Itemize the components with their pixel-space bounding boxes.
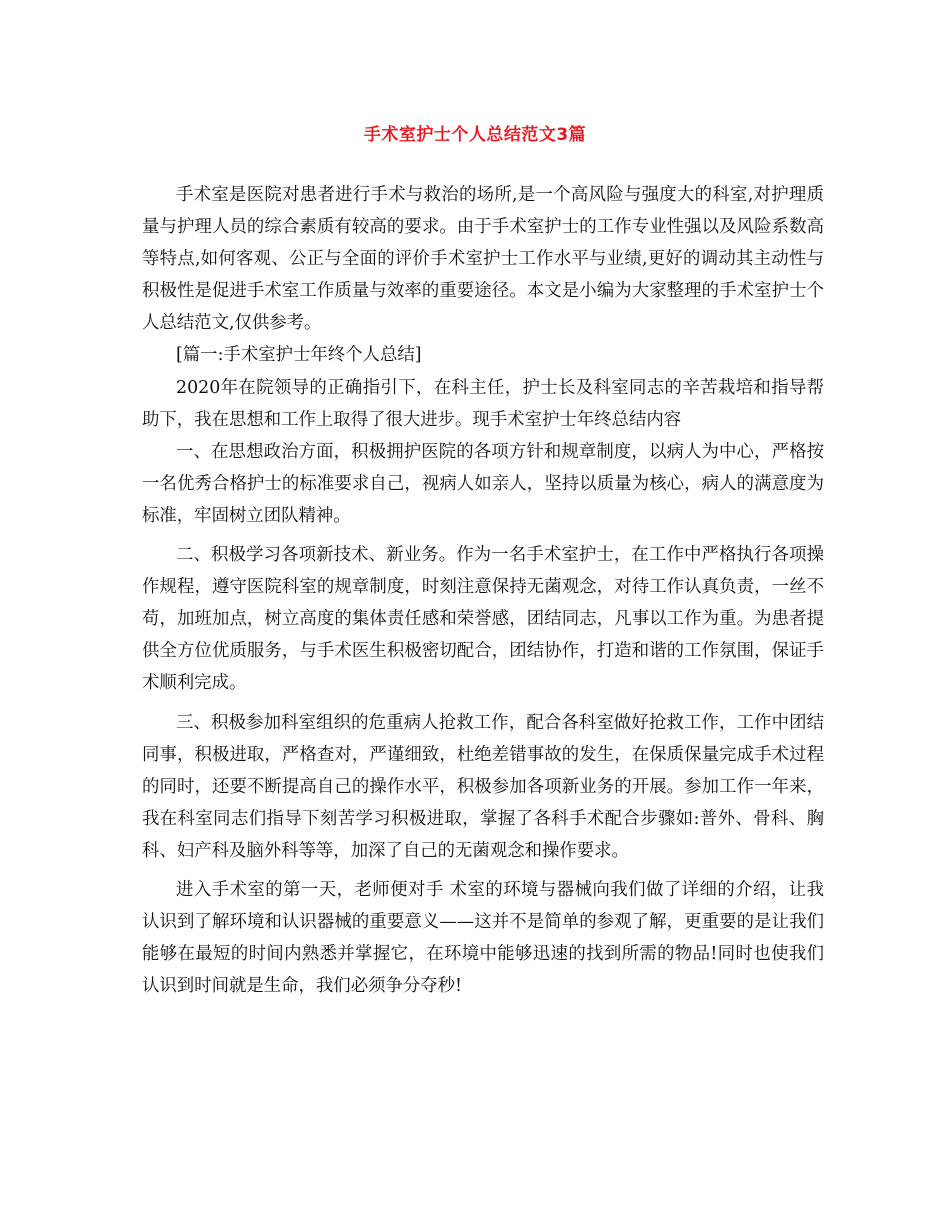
body-paragraph: 2020年在院领导的正确指引下，在科主任，护士长及科室同志的辛苦栽培和指导帮助下，我在思想和工作上取得了很大进步。现手术室护士年终总结内容: [142, 377, 824, 430]
body-paragraph: 进入手术室的第一天，老师便对手 术室的环境与器械向我们做了详细的介绍，让我认识到了解环境和认识器械的重要意义——这并不是简单的参观了解，更重要的是让我们能够在最短的时间内熟悉并掌握它，在环境中能够迅速的找到所需的物品!同时也使我们认识到时间就是生命，我们必须争分夺秒!: [142, 879, 824, 997]
body-paragraph: 三、积极参加科室组织的危重病人抢救工作，配合各科室做好抢救工作，工作中团结同事，积极进取，严格查对，严谨细致，杜绝差错事故的发生，在保质保量完成手术过程的同时，还要不断提高自己的操作水平，积极参加各项新业务的开展。参加工作一年来，我在科室同志们指导下刻苦学习积极进取，掌握了各科手术配合步骤如:普外、骨科、胸科、妇产科及脑外科等等，加深了自己的无菌观念和操作要求。: [142, 712, 824, 861]
document-body: [142, 179, 824, 1002]
section-heading: [篇一:手术室护士年终个人总结]: [176, 345, 422, 366]
body-paragraph: 二、积极学习各项新技术、新业务。作为一名手术室护士，在工作中严格执行各项操作规程，遵守医院科室的规章制度，时刻注意保持无菌观念，对待工作认真负责，一丝不苟，加班加点，树立高度的集体责任感和荣誉感，团结同志，凡事以工作为重。为患者提供全方位优质服务，与手术医生积极密切配合，团结协作，打造和谐的工作氛围，保证手术顺利完成。: [142, 545, 824, 694]
document-title: 手术室护士个人总结范文3篇: [363, 125, 587, 145]
intro-paragraph: 手术室是医院对患者进行手术与救治的场所,是一个高风险与强度大的科室,对护理质量与护理人员的综合素质有较高的要求。由于手术室护士的工作专业性强以及风险系数高等特点,如何客观、公正与全面的评价手术室护士工作水平与业绩,更好的调动其主动性与积极性是促进手术室工作质量与效率的重要途径。本文是小编为大家整理的手术室护士个人总结范文,仅供参考。: [142, 185, 824, 334]
body-paragraph: 一、在思想政治方面，积极拥护医院的各项方针和规章制度，以病人为中心，严格按一名优秀合格护士的标准要求自己，视病人如亲人，坚持以质量为核心，病人的满意度为标准，牢固树立团队精神。: [142, 441, 824, 526]
